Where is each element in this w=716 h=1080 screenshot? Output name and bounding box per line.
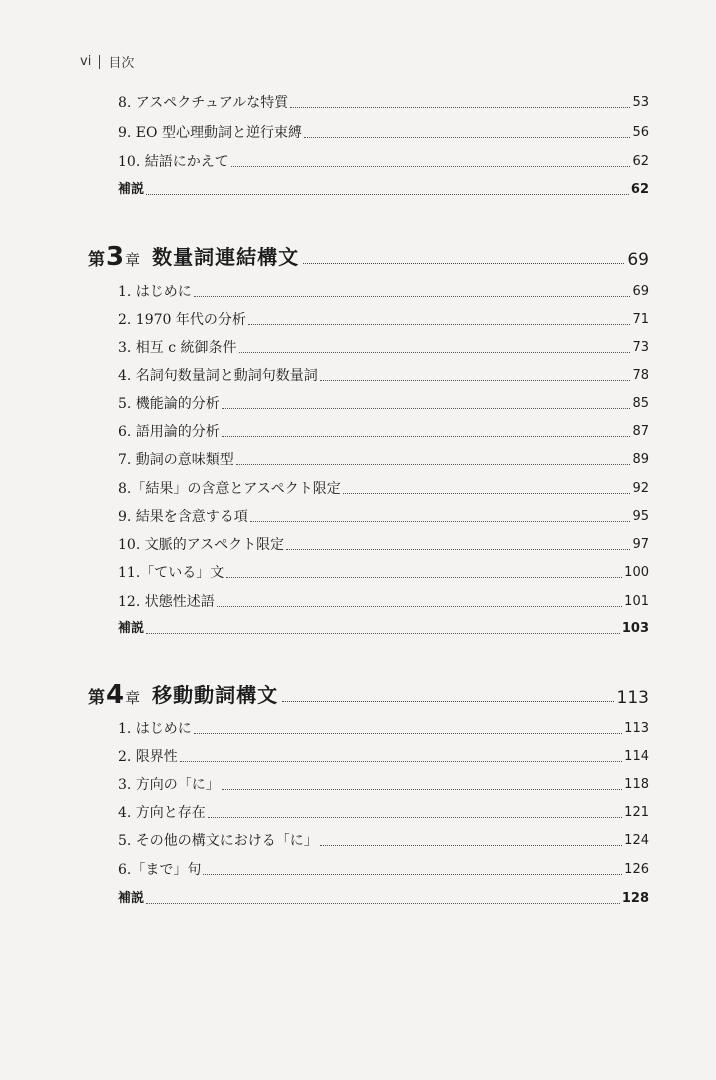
- toc-entry[interactable]: 4. 名詞句数量詞と動詞句数量詞 78: [118, 368, 649, 384]
- toc-entry[interactable]: 3. 方向の「に」 118: [118, 777, 649, 793]
- dot-leader: [146, 193, 629, 195]
- dot-leader: [320, 844, 622, 846]
- toc-entry[interactable]: 5. 機能論的分析 85: [118, 396, 649, 412]
- dot-leader: [222, 407, 631, 409]
- toc-entry[interactable]: 11.「ている」文 100: [118, 565, 649, 581]
- chapter-title: 数量詞連結構文: [152, 245, 300, 269]
- dot-leader: [222, 788, 622, 790]
- dot-leader: [146, 902, 620, 904]
- toc-entry[interactable]: 6. 語用論的分析 87: [118, 424, 649, 440]
- dot-leader: [194, 732, 622, 734]
- toc-entry[interactable]: 5. その他の構文における「に」 124: [118, 833, 649, 849]
- dot-leader: [231, 165, 631, 167]
- dot-leader: [226, 576, 622, 578]
- dot-leader: [208, 816, 622, 818]
- dot-leader: [282, 700, 613, 702]
- toc-entry[interactable]: 10. 文脈的アスペクト限定 97: [118, 537, 649, 553]
- dot-leader: [236, 463, 631, 465]
- dot-leader: [286, 548, 630, 550]
- page-number: vi: [80, 54, 92, 69]
- toc-entry[interactable]: 6.「まで」句 126: [118, 862, 649, 878]
- dot-leader: [248, 323, 631, 325]
- toc-entry[interactable]: 8. アスペクチュアルな特質 53: [118, 95, 649, 111]
- running-head: [80, 52, 134, 71]
- toc-entry-supplement[interactable]: 補説 103: [118, 621, 649, 636]
- dot-leader: [343, 492, 631, 494]
- dot-leader: [290, 106, 630, 108]
- dot-leader: [320, 379, 631, 381]
- toc-entry-supplement[interactable]: 補説 62: [118, 182, 649, 197]
- chapter-4-heading[interactable]: 第 4 章 移動動詞構文 113: [88, 680, 649, 710]
- dot-leader: [217, 605, 622, 607]
- toc-entry[interactable]: 3. 相互 c 統御条件 73: [118, 340, 649, 356]
- toc-entry-supplement[interactable]: 補説 128: [118, 891, 649, 906]
- chapter-title: 移動動詞構文: [152, 683, 279, 707]
- dot-leader: [250, 520, 631, 522]
- toc-entry[interactable]: 8.「結果」の含意とアスペクト限定 92: [118, 481, 649, 497]
- toc-entry[interactable]: 1. はじめに 113: [118, 721, 649, 737]
- toc-entry[interactable]: 9. EO 型心理動詞と逆行束縛 56: [118, 125, 649, 141]
- toc-entry[interactable]: 1. はじめに 69: [118, 284, 649, 300]
- toc-entry[interactable]: 12. 状態性述語 101: [118, 594, 649, 610]
- dot-leader: [180, 760, 622, 762]
- header-divider: [99, 55, 100, 69]
- dot-leader: [203, 873, 622, 875]
- toc-entry[interactable]: 7. 動詞の意味類型 89: [118, 452, 649, 468]
- toc-entry[interactable]: 9. 結果を含意する項 95: [118, 509, 649, 525]
- toc-entry[interactable]: 2. 1970 年代の分析 71: [118, 312, 649, 328]
- section-title: 目次: [108, 56, 135, 71]
- toc-entry[interactable]: 4. 方向と存在 121: [118, 805, 649, 821]
- toc-entry[interactable]: 10. 結語にかえて 62: [118, 154, 649, 170]
- dot-leader: [222, 435, 631, 437]
- dot-leader: [239, 351, 631, 353]
- dot-leader: [304, 136, 630, 138]
- toc-entry[interactable]: 2. 限界性 114: [118, 749, 649, 765]
- dot-leader: [194, 295, 631, 297]
- chapter-3-heading[interactable]: 第 3 章 数量詞連結構文 69: [88, 242, 649, 272]
- dot-leader: [146, 632, 620, 634]
- dot-leader: [303, 262, 624, 264]
